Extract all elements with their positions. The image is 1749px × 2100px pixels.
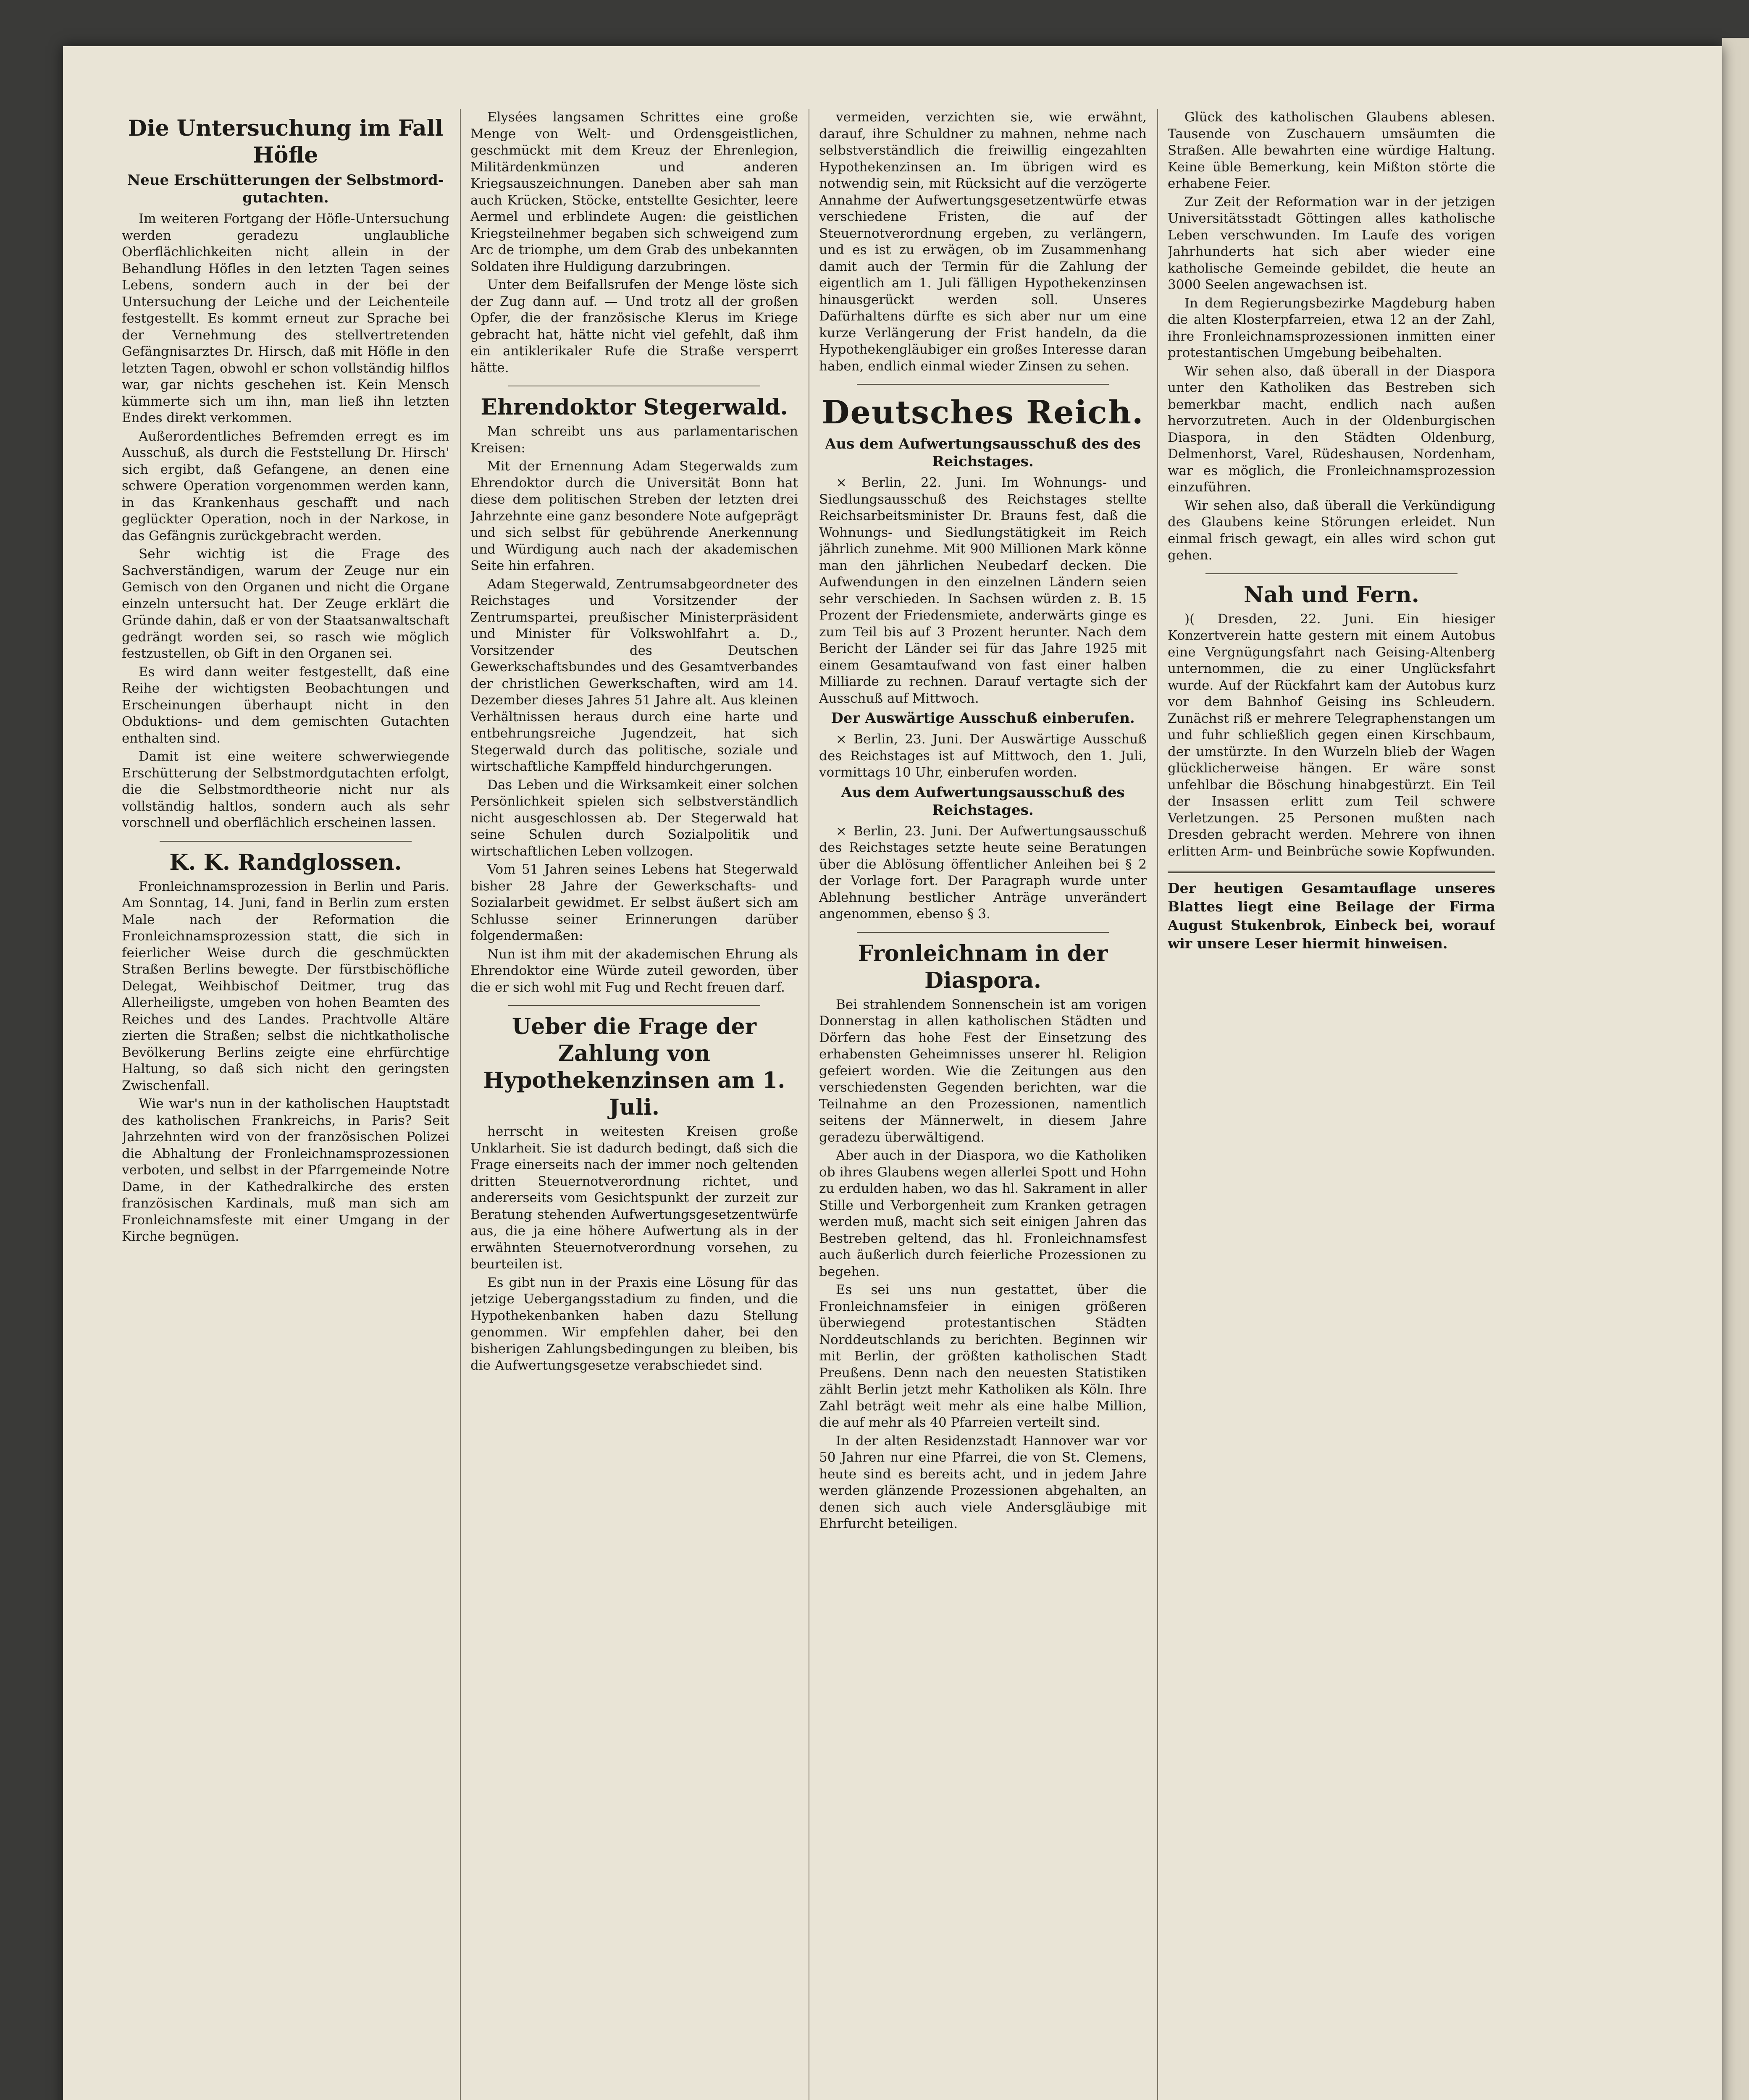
paragraph: vermeiden, verzichten sie, wie erwähnt, darauf, ihre Schuldner zu mahnen, nehme nach selbstverständlich die freiwillig eingezahlten Hypothekenzinsen an. Im übrigen wird es notwendig sein, mit Rücksicht auf die verzögerte Annahme der Aufwertungsgesetzentwürfe etwas verschiedene Fristen, die auf der Steuernotverordnung ergeben, zu verlängern, und es ist zu erwägen, ob im Zusammenhang damit auch der Termin für die Zahlung der eigentlich am 1. Juli fälligen Hypothekenzinsen hinausgerückt werden soll. Unseres Dafürhaltens dürfte es sich aber nur um eine kurze Verlängerung der Frist handeln, da die Hypothekengläubiger ein großes Interesse daran haben, endlich einmal wieder Zinsen zu sehen. — [819, 110, 1147, 374]
paragraph: Es gibt nun in der Praxis eine Lösung für das jetzige Uebergangsstadium zu finden, und die Hypothekenbanken haben dazu Stellung genommen. Wir empfehlen daher, bei den bisherigen Zahlungsbedingungen zu bleiben, bis die Aufwertungsgesetze verabschiedet sind. — [470, 1275, 798, 1373]
paragraph: Fronleichnamsprozession in Berlin und Paris. Am Sonntag, 14. Juni, fand in Berlin zum ersten Male nach der Reformation die Fronleichnamsprozession statt, die sich in feierlicher Weise durch die geschmückten Straßen Berlins bewegte. Der fürstbischöfliche Delegat, Weihbischof Deitmer, trug das Allerheiligste, umgeben von hohen Beamten des Reiches und des Landes. Prachtvolle Altäre zierten die Straßen; selbst die nichtkatholische Bevölkerung Berlins zeigte eine ehrfürchtige Haltung, so daß sich nicht den geringsten Zwischenfall. — [122, 879, 449, 1093]
column-4 — [1168, 109, 1495, 2100]
column-rule — [1157, 109, 1158, 2100]
paragraph: In der alten Residenzstadt Hannover war vor 50 Jahren nur eine Pfarrei, die von St. Clemens, heute sind es bereits acht, und in jedem Jahre werden glänzende Prozessionen abgehalten, an denen sich auch viele Andersgläubige mit Ehrfurcht beteiligen. — [819, 1433, 1147, 1531]
paragraph: Das Leben und die Wirksamkeit einer solchen Persönlichkeit spielen sich selbstverständlich nicht ausgeschlossen ab. Der Stegerwald hat seine Schulen durch Sozialpolitik und wirtschaftlichen Leben vollzogen. — [470, 777, 798, 859]
paragraph: Wir sehen also, daß überall die Verkündigung des Glaubens keine Störungen erleidet. Nun einmal frisch gewagt, ein alles wird schon gut gehen. — [1168, 498, 1495, 563]
paragraph: × Berlin, 23. Juni. Der Auswärtige Ausschuß des Reichstages ist auf Mittwoch, den 1. Juli, vormittags 10 Uhr, einberufen worden. — [819, 732, 1147, 780]
paragraph: Es sei uns nun gestattet, über die Fronleichnamsfeier in einigen größeren überwiegend protestantischen Städten Norddeutschlands zu berichten. Beginnen wir mit Berlin, der größten katholischen Stadt Preußens. Denn nach den neuesten Statistiken zählt Berlin jetzt mehr Katholiken als Köln. Ihre Zahl beträgt weit mehr als eine halbe Million, die auf mehr als 40 Pfarreien verteilt sind. — [819, 1282, 1147, 1430]
paragraph: × Berlin, 22. Juni. Im Wohnungs- und Siedlungsausschuß des Reichstages stellte Reichsarbeitsminister Dr. Brauns fest, daß die Wohnungs- und Siedlungstätigkeit im Reich jährlich zunehme. Mit 900 Millionen Mark könne man den jährlichen Neubedarf decken. Die Aufwendungen in den einzelnen Ländern seien sehr verschieden. In Sachsen würden z. B. 15 Prozent der Friedensmiete, anderwärts ginge es zum Teil bis auf 3 Prozent herunter. Nach dem Bericht der Länder sei für das Jahre 1925 mit einem Gesamtaufwand von fast einer halben Milliarde zu rechnen. Darauf vertagte sich der Ausschuß auf Mittwoch. — [819, 475, 1147, 706]
divider — [160, 841, 412, 842]
column-1 — [122, 109, 449, 2100]
article-diaspora-title: Fronleichnam in der Diaspora. — [858, 940, 1108, 993]
article-hoefle-title: Die Untersuchung im Fall Höfle — [128, 116, 444, 168]
article-hypotheken-title: Ueber die Frage der Zahlung von Hypothekenzinsen am 1. Juli. — [483, 1014, 785, 1120]
section-subtitle: Aus dem Aufwertungsausschuß des des Reichstages. — [825, 436, 1141, 470]
paragraph: Außerordentliches Befremden erregt es im Ausschuß, als durch die Feststellung Dr. Hirsch' sich ergibt, daß Gefangene, an denen eine schwere Operation vorgenommen werden kann, in das Krankenhaus geschafft und nach geglückter Operation, noch in der Narkose, in das Gefängnis zurückgebracht werden. — [122, 428, 449, 543]
paragraph: Mit der Ernennung Adam Stegerwalds zum Ehrendoktor durch die Universität Bonn hat diese dem politischen Streben der letzten drei Jahrzehnte eine ganz besondere Note aufgeprägt und sich selbst für gebührende Anerkennung und Würdigung auch nach der akademischen Seite hin erfahren. — [470, 459, 798, 573]
paragraph: Adam Stegerwald, Zentrumsabgeordneter des Reichstages und Vorsitzender der Zentrumspartei, preußischer Ministerpräsident und Minister für Volkswohlfahrt a. D., Vorsitzender des Deutschen Gewerkschaftsbundes und des Gesamtverbandes der christlichen Gewerkschaften, wird am 14. Dezember dieses Jahres 51 Jahre alt. Aus kleinen Verhältnissen heraus durch eine harte und entbehrungsreiche Jugendzeit, hat sich Stegerwald durch das politische, soziale und wirtschaftliche Kampffeld hindurchgerungen. — [470, 576, 798, 774]
paragraph: Elysées langsamen Schrittes eine große Menge von Welt- und Ordensgeistlichen, geschmückt mit dem Kreuz der Ehrenlegion, Militärdenkmünzen und anderen Kriegsauszeichnungen. Daneben aber sah man auch Krücken, Stöcke, entstellte Gesichter, leere Aermel und erblindete Augen: die geistlichen Kriegsteilnehmer begaben sich schweigend zum Arc de triomphe, um dem Grab des unbekannten Soldaten ihre Huldigung darzubringen. — [470, 110, 798, 274]
supplement-notice: Der heutigen Gesamtauflage unseres Blattes liegt eine Beilage der Firma August Stukenbrok, Einbeck bei, worauf wir unsere Leser hiermit hinweisen. — [1168, 871, 1495, 953]
paragraph: Vom 51 Jahren seines Lebens hat Stegerwald bisher 28 Jahre der Gewerkschafts- und Sozialarbeit gewidmet. Er selbst äußert sich am Schlusse seiner Erinnerungen darüber folgendermaßen: — [470, 862, 798, 943]
divider — [1205, 573, 1458, 574]
column-2 — [470, 109, 798, 2100]
adjacent-page-edge — [1722, 38, 1749, 2100]
column-3 — [819, 109, 1147, 2100]
paragraph: Wir sehen also, daß überall in der Diaspora unter den Katholiken das Bestreben sich bemerkbar macht, endlich nach außen hervorzutreten. Auch in der Oldenburgischen Diaspora, in den Städten Oldenburg, Delmenhorst, Varel, Rüdeshausen, Nordenham, war es möglich, die Fronleichnamsprozession einzuführen. — [1168, 363, 1495, 495]
paragraph: Damit ist eine weitere schwerwiegende Erschütterung der Selbstmordgutachten erfolgt, die die Selbstmordtheorie nicht nur als vollständig haltlos, sondern auch als sehr vorschnell und oberflächlich erscheinen lassen. — [122, 749, 449, 830]
paragraph: Wie war's nun in der katholischen Hauptstadt des katholischen Frankreichs, in Paris? Seit Jahrzehnten wird von der französischen Polizei die Abhaltung der Fronleichnamsprozessionen verboten, und selbst in der Pfarrgemeinde Notre Dame, in der Kathedralkirche des ersten französischen Kardinals, muß man sich am Fronleichnamsfeste mit einer Umgang in der Kirche begnügen. — [122, 1096, 449, 1244]
article-randglossen-title: K. K. Randglossen. — [169, 849, 402, 875]
paragraph: Im weiteren Fortgang der Höfle-Untersuchung werden geradezu unglaubliche Oberflächlichkeiten nicht allein in der Behandlung Höfles in den letzten Tagen seines Lebens, sondern auch in der bei der Untersuchung der Leiche und der Leichenteile festgestellt. Es kommt erneut zur Sprache bei der Vernehmung des stellvertretenden Gefängnisarztes Dr. Hirsch, daß mit Höfle in den letzten Tagen, obwohl er schon vollständig hilflos war, gar nichts geschehen ist. Kein Mensch kümmerte sich um ihn, man ließ ihn letzten Endes direkt verkommen. — [122, 211, 449, 425]
paragraph: Zur Zeit der Reformation war in der jetzigen Universitätsstadt Göttingen alles katholische Leben verschwunden. Im Laufe des vorigen Jahrhunderts hat sich aber wieder eine katholische Gemeinde gebildet, die heute an 3000 Seelen angewachsen ist. — [1168, 194, 1495, 292]
paragraph: In dem Regierungsbezirke Magdeburg haben die alten Klosterpfarreien, etwa 12 an der Zahl, ihre Fronleichnamsprozessionen inmitten einer protestantischen Umgebung beibehalten. — [1168, 295, 1495, 360]
divider — [857, 932, 1109, 933]
paragraph: Sehr wichtig ist die Frage des Sachverständigen, warum der Zeuge nur ein Gemisch von den Organen und nicht die Organe einzeln untersucht hat. Der Zeuge erklärt die Gründe dahin, daß er von der Staatsanwaltschaft gedrängt worden sei, so rasch wie möglich festzustellen, ob Gift in den Organen sei. — [122, 546, 449, 661]
paragraph: Nun ist ihm mit der akademischen Ehrung als Ehrendoktor eine Würde zuteil geworden, über die er sich wohl mit Fug und Recht freuen darf. — [470, 946, 798, 995]
article-stegerwald-title: Ehrendoktor Stegerwald. — [481, 394, 788, 420]
newspaper-page — [63, 46, 1722, 2100]
paragraph: Bei strahlendem Sonnenschein ist am vorigen Donnerstag in allen katholischen Städten und Dörfern das hohe Fest der Einsetzung des erhabensten Geheimnisses unserer hl. Religion gefeiert worden. Wie die Zeitungen aus den verschiedensten Gegenden berichten, war die Teilnahme an den Prozessionen, namentlich seitens der Männerwelt, in diesem Jahre geradezu überwältigend. — [819, 997, 1147, 1145]
paragraph: )( Dresden, 22. Juni. Ein hiesiger Konzertverein hatte gestern mit einem Autobus eine Vergnügungsfahrt nach Geising-Altenberg unternommen, die zu einer Unglücksfahrt wurde. Auf der Rückfahrt kam der Autobus kurz vor dem Bahnhof Geising ins Schleudern. Zunächst riß er mehrere Telegraphenstangen um und fuhr schließlich gegen einen Kirschbaum, der umstürzte. In den Wurzeln blieb der Wagen glücklicherweise hängen. Er wäre sonst unfehlbar die Böschung hinabgestürzt. Ein Teil der Insassen erlitt zum Teil schwere Verletzungen. 25 Personen mußten nach Dresden gebracht werden. Mehrere von ihnen erlitten Arm- und Beinbrüche sowie Kopfwunden. — [1168, 611, 1495, 859]
column-rule — [460, 109, 461, 2100]
paragraph: Unter dem Beifallsrufen der Menge löste sich der Zug dann auf. — Und trotz all der großen Opfer, die der französische Klerus im Kriege gebracht hat, hätte nicht viel gefehlt, daß ihm ein antiklerikaler Rufe die Straße versperrt hätte. — [470, 277, 798, 375]
paragraph: Man schreibt uns aus parlamentarischen Kreisen: — [470, 424, 798, 456]
paragraph: Aber auch in der Diaspora, wo die Katholiken ob ihres Glaubens wegen allerlei Spott und Hohn zu erdulden haben, wo das hl. Sakrament in aller Stille und Verborgenheit zum Kranken getragen werden muß, macht sich seit einigen Jahren das Bestreben geltend, das hl. Fronleichnamsfest auch äußerlich durch feierliche Prozessionen zu begehen. — [819, 1148, 1147, 1279]
article-nah-und-fern-title: Nah und Fern. — [1244, 582, 1419, 608]
paragraph: Glück des katholischen Glaubens ablesen. Tausende von Zuschauern umsäumten die Straßen. Alle bewahrten eine würdige Haltung. Keine üble Bemerkung, kein Mißton störte die erhabene Feier. — [1168, 110, 1495, 191]
divider — [508, 1005, 760, 1006]
section-subtitle: Der Auswärtige Ausschuß einberufen. — [831, 710, 1135, 727]
section-subtitle: Aus dem Aufwertungsausschuß des Reichstages. — [841, 784, 1125, 819]
article-hoefle-subtitle: Neue Erschütterungen der Selbstmord-gutachten. — [127, 172, 444, 206]
paragraph: Es wird dann weiter festgestellt, daß eine Reihe der wichtigsten Beobachtungen und Erscheinungen überhaupt nicht in den Obduktions- und dem gemischten Gutachten enthalten sind. — [122, 664, 449, 746]
divider — [857, 384, 1109, 385]
section-deutsches-reich-title: Deutsches Reich. — [822, 394, 1144, 431]
paragraph: herrscht in weitesten Kreisen große Unklarheit. Sie ist dadurch bedingt, daß sich die Frage einerseits nach der immer noch geltenden dritten Steuernotverordnung richtet, und andererseits vom Gesichtspunkt der zurzeit zur Beratung stehenden Aufwertungsgesetzentwürfe aus, die ja eine höhere Aufwertung als in der erwähnten Steuernotverordnung vorsehen, zu beurteilen ist. — [470, 1124, 798, 1272]
paragraph: × Berlin, 23. Juni. Der Aufwertungsausschuß des Reichstages setzte heute seine Beratungen über die Ablösung öffentlicher Anleihen bei § 2 der Vorlage fort. Der Paragraph wurde unter Ablehnung bestlicher Anträge unverändert angenommen, ebenso § 3. — [819, 823, 1147, 921]
